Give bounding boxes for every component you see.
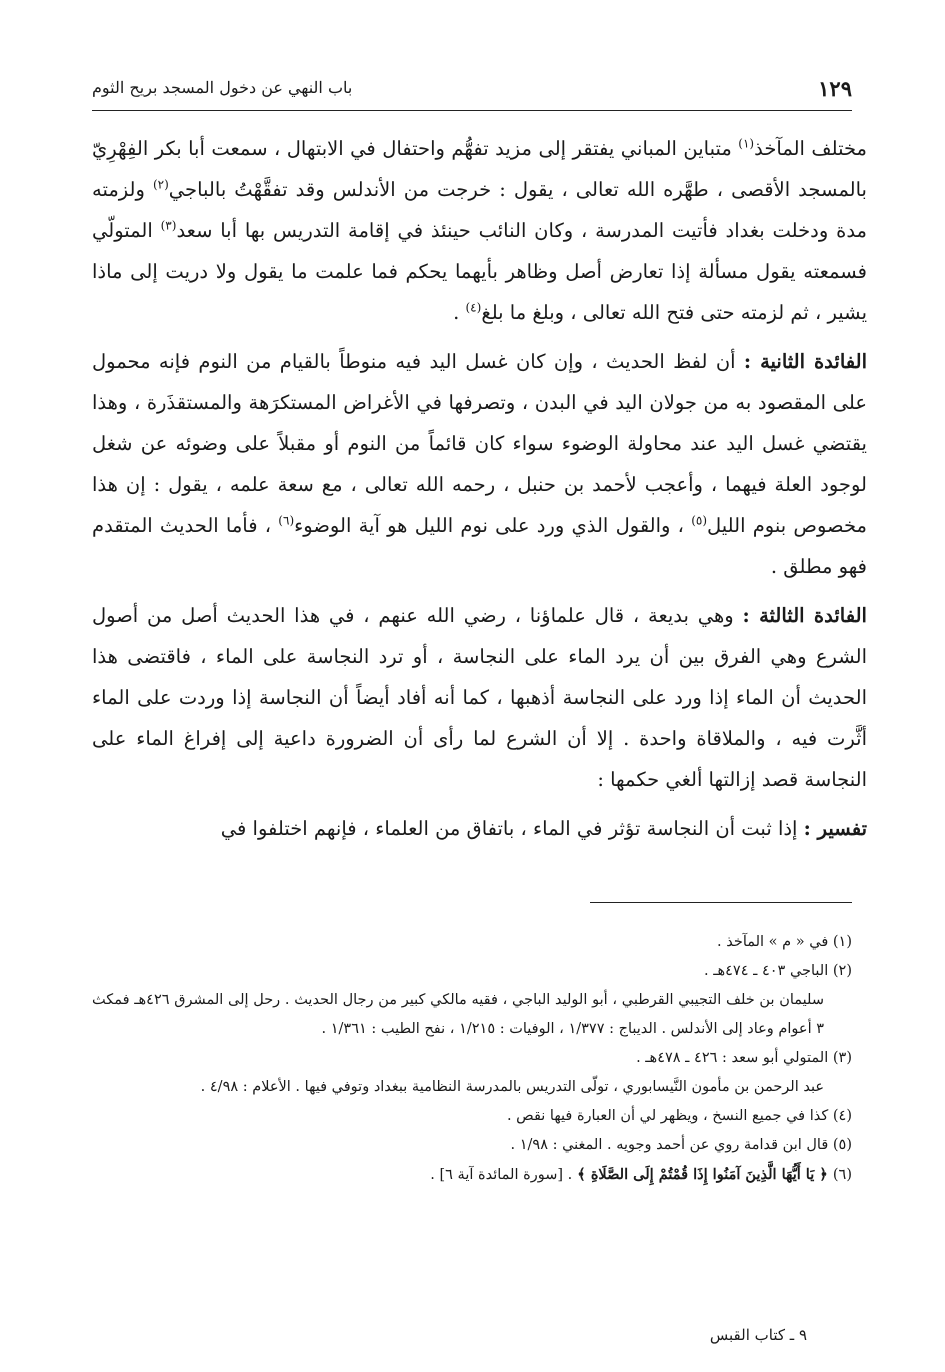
- footnote-5: [92, 1131, 852, 1160]
- footnotes: [92, 928, 852, 1190]
- footnote-2: [92, 957, 852, 986]
- footnote-separator: [590, 902, 852, 903]
- text-span: مختلف المآخذ: [754, 137, 867, 160]
- text-span: وهي بديعة ، قال علماؤنا ، رضي الله عنهم ، في هذا الحديث أصل من أصول الشرع وهي الفرق بين أن يرد الماء على النجاسة ، أو ترد النجاسة على الماء ، فاقتضى هذا الحديث أن الماء إذا ورد على النجاسة أذهبها ، كما أنه أفاد أيضاً أن النجاسة إذا وردت على الماء أثَّرت فيه ، والملاقاة واحدة . إلا أن الشرع لما رأى أن الضرورة داعية إلى إفراغ الماء على النجاسة قصد إزالتها ألغي حكمها :: [92, 604, 867, 791]
- paragraph-2: [92, 341, 867, 587]
- footnote-number: (١): [832, 934, 852, 950]
- footnote-text: في « م » المآخذ .: [717, 934, 833, 950]
- footnote-text: المتولي أبو سعد : ٤٢٦ ـ ٤٧٨هـ .: [636, 1050, 833, 1066]
- footnote-text: . [سورة المائدة آية ٦] .: [430, 1167, 573, 1183]
- footnote-number: (٥): [832, 1137, 852, 1153]
- footnote-3-detail: عبد الرحمن بن مأمون النَّيسابوري ، تولّى التدريس بالمدرسة النظامية ببغداد وتوفي فيها . الأعلام : ٤/٩٨ .: [200, 1079, 824, 1095]
- footnote-6: [92, 1160, 852, 1190]
- footnote-number: (٦): [832, 1167, 852, 1183]
- section-heading-second-benefit: الفائدة الثانية :: [743, 350, 868, 373]
- footnote-ref-4[interactable]: (٤): [465, 300, 482, 315]
- footnote-ref-2[interactable]: (٢): [152, 177, 169, 192]
- footnote-text: الباجي ٤٠٣ ـ ٤٧٤هـ .: [704, 963, 833, 979]
- footnote-number: (٤): [832, 1108, 852, 1124]
- footnote-3: [92, 1044, 852, 1073]
- footnote-text: قال ابن قدامة روي عن أحمد وجويه . المغني : ١/٩٨ .: [510, 1137, 833, 1153]
- section-heading-tafsir: تفسير :: [803, 817, 867, 840]
- chapter-title: باب النهي عن دخول المسجد بريح الثوم: [92, 78, 353, 97]
- footnote-number: (٣): [832, 1050, 852, 1066]
- running-header: [92, 70, 852, 111]
- footer-signature: ٩ ـ كتاب القبس: [709, 1326, 807, 1344]
- footnote-ref-5[interactable]: (٥): [691, 513, 708, 528]
- footnote-4: [92, 1102, 852, 1131]
- text-span: أن لفظ الحديث ، وإن كان غسل اليد فيه منوطاً بالقيام من النوم فإنه محمول على المقصود به من جولان اليد في البدن ، وتصرفها في الأغراض المستكرَهة والمستقذَرة ، وهذا يقتضي غسل اليد عند محاولة الوضوء سواء كان قائماً من النوم أو مقبلاً على وضوئه عن شغل لوجود العلة فيهما ، وأعجب لأحمد بن حنبل ، رحمه الله تعالى ، مع سعة علمه ، يقول : إن هذا مخصوص بنوم الليل: [92, 350, 867, 537]
- footnote-number: (٢): [832, 963, 852, 979]
- paragraph-1: [92, 128, 867, 333]
- text-span: ، فأما الحديث المتقدم فهو مطلق .: [92, 514, 867, 578]
- text-span: إذا ثبت أن النجاسة تؤثر في الماء ، باتفاق من العلماء ، فإنهم اختلفوا في: [220, 817, 804, 840]
- page-number: ١٢٩: [818, 76, 852, 101]
- paragraph-4: [92, 808, 867, 849]
- footnote-1: [92, 928, 852, 957]
- text-span: المتولّي فسمعته يقول مسألة إذا تعارض أصل وظاهر بأيهما يحكم فما علمت ما يقول ولا دريت إلى ماذا يشير ، ثم لزمته حتى فتح الله تعالى ، وبلغ ما بلغ: [92, 219, 867, 324]
- footnote-ref-3[interactable]: (٣): [160, 218, 177, 233]
- text-span: متباين المباني يفتقر إلى مزيد تفهُّم واحتفال في الابتهال ، سمعت أبا بكر الفِهْرِيّ بالمسجد الأقصى ، طهَّره الله تعالى ، يقول : خرجت من الأندلس وقد تفقَّهْتُ بالباجي: [92, 137, 867, 201]
- section-heading-third-benefit: الفائدة الثالثة :: [742, 604, 867, 627]
- text-span: .: [453, 301, 466, 324]
- footnote-text: كذا في جميع النسخ ، ويظهر لي أن العبارة فيها نقص .: [506, 1108, 833, 1124]
- paragraph-3: [92, 595, 867, 800]
- main-text: [92, 128, 867, 857]
- text-span: ، والقول الذي ورد على نوم الليل هو آية الوضوء: [294, 514, 692, 537]
- footnote-ref-1[interactable]: (١): [738, 136, 755, 151]
- footnote-2-detail: سليمان بن خلف التجيبي القرطبي ، أبو الوليد الباجي ، فقيه مالكي كبير من رجال الحديث . رحل إلى المشرق ٤٢٦هـ فمكث ٣ أعوام وعاد إلى الأندلس . الديباج : ١/٣٧٧ ، الوفيات : ١/٢١٥ ، نفح الطيب : ١/٣٦١ .: [92, 992, 824, 1037]
- footnote-ref-6[interactable]: (٦): [278, 513, 295, 528]
- quran-verse: ﴿ يَا أَيُّهَا الَّذِينَ آمَنُوا إِذَا قُمْتُمْ إِلَى الصَّلَاةِ ﴾: [572, 1166, 833, 1183]
- text-span: ولزمته مدة ودخلت بغداد فأتيت المدرسة ، وكان النائب حينئذ في إقامة التدريس بها أبا سعد: [92, 178, 868, 242]
